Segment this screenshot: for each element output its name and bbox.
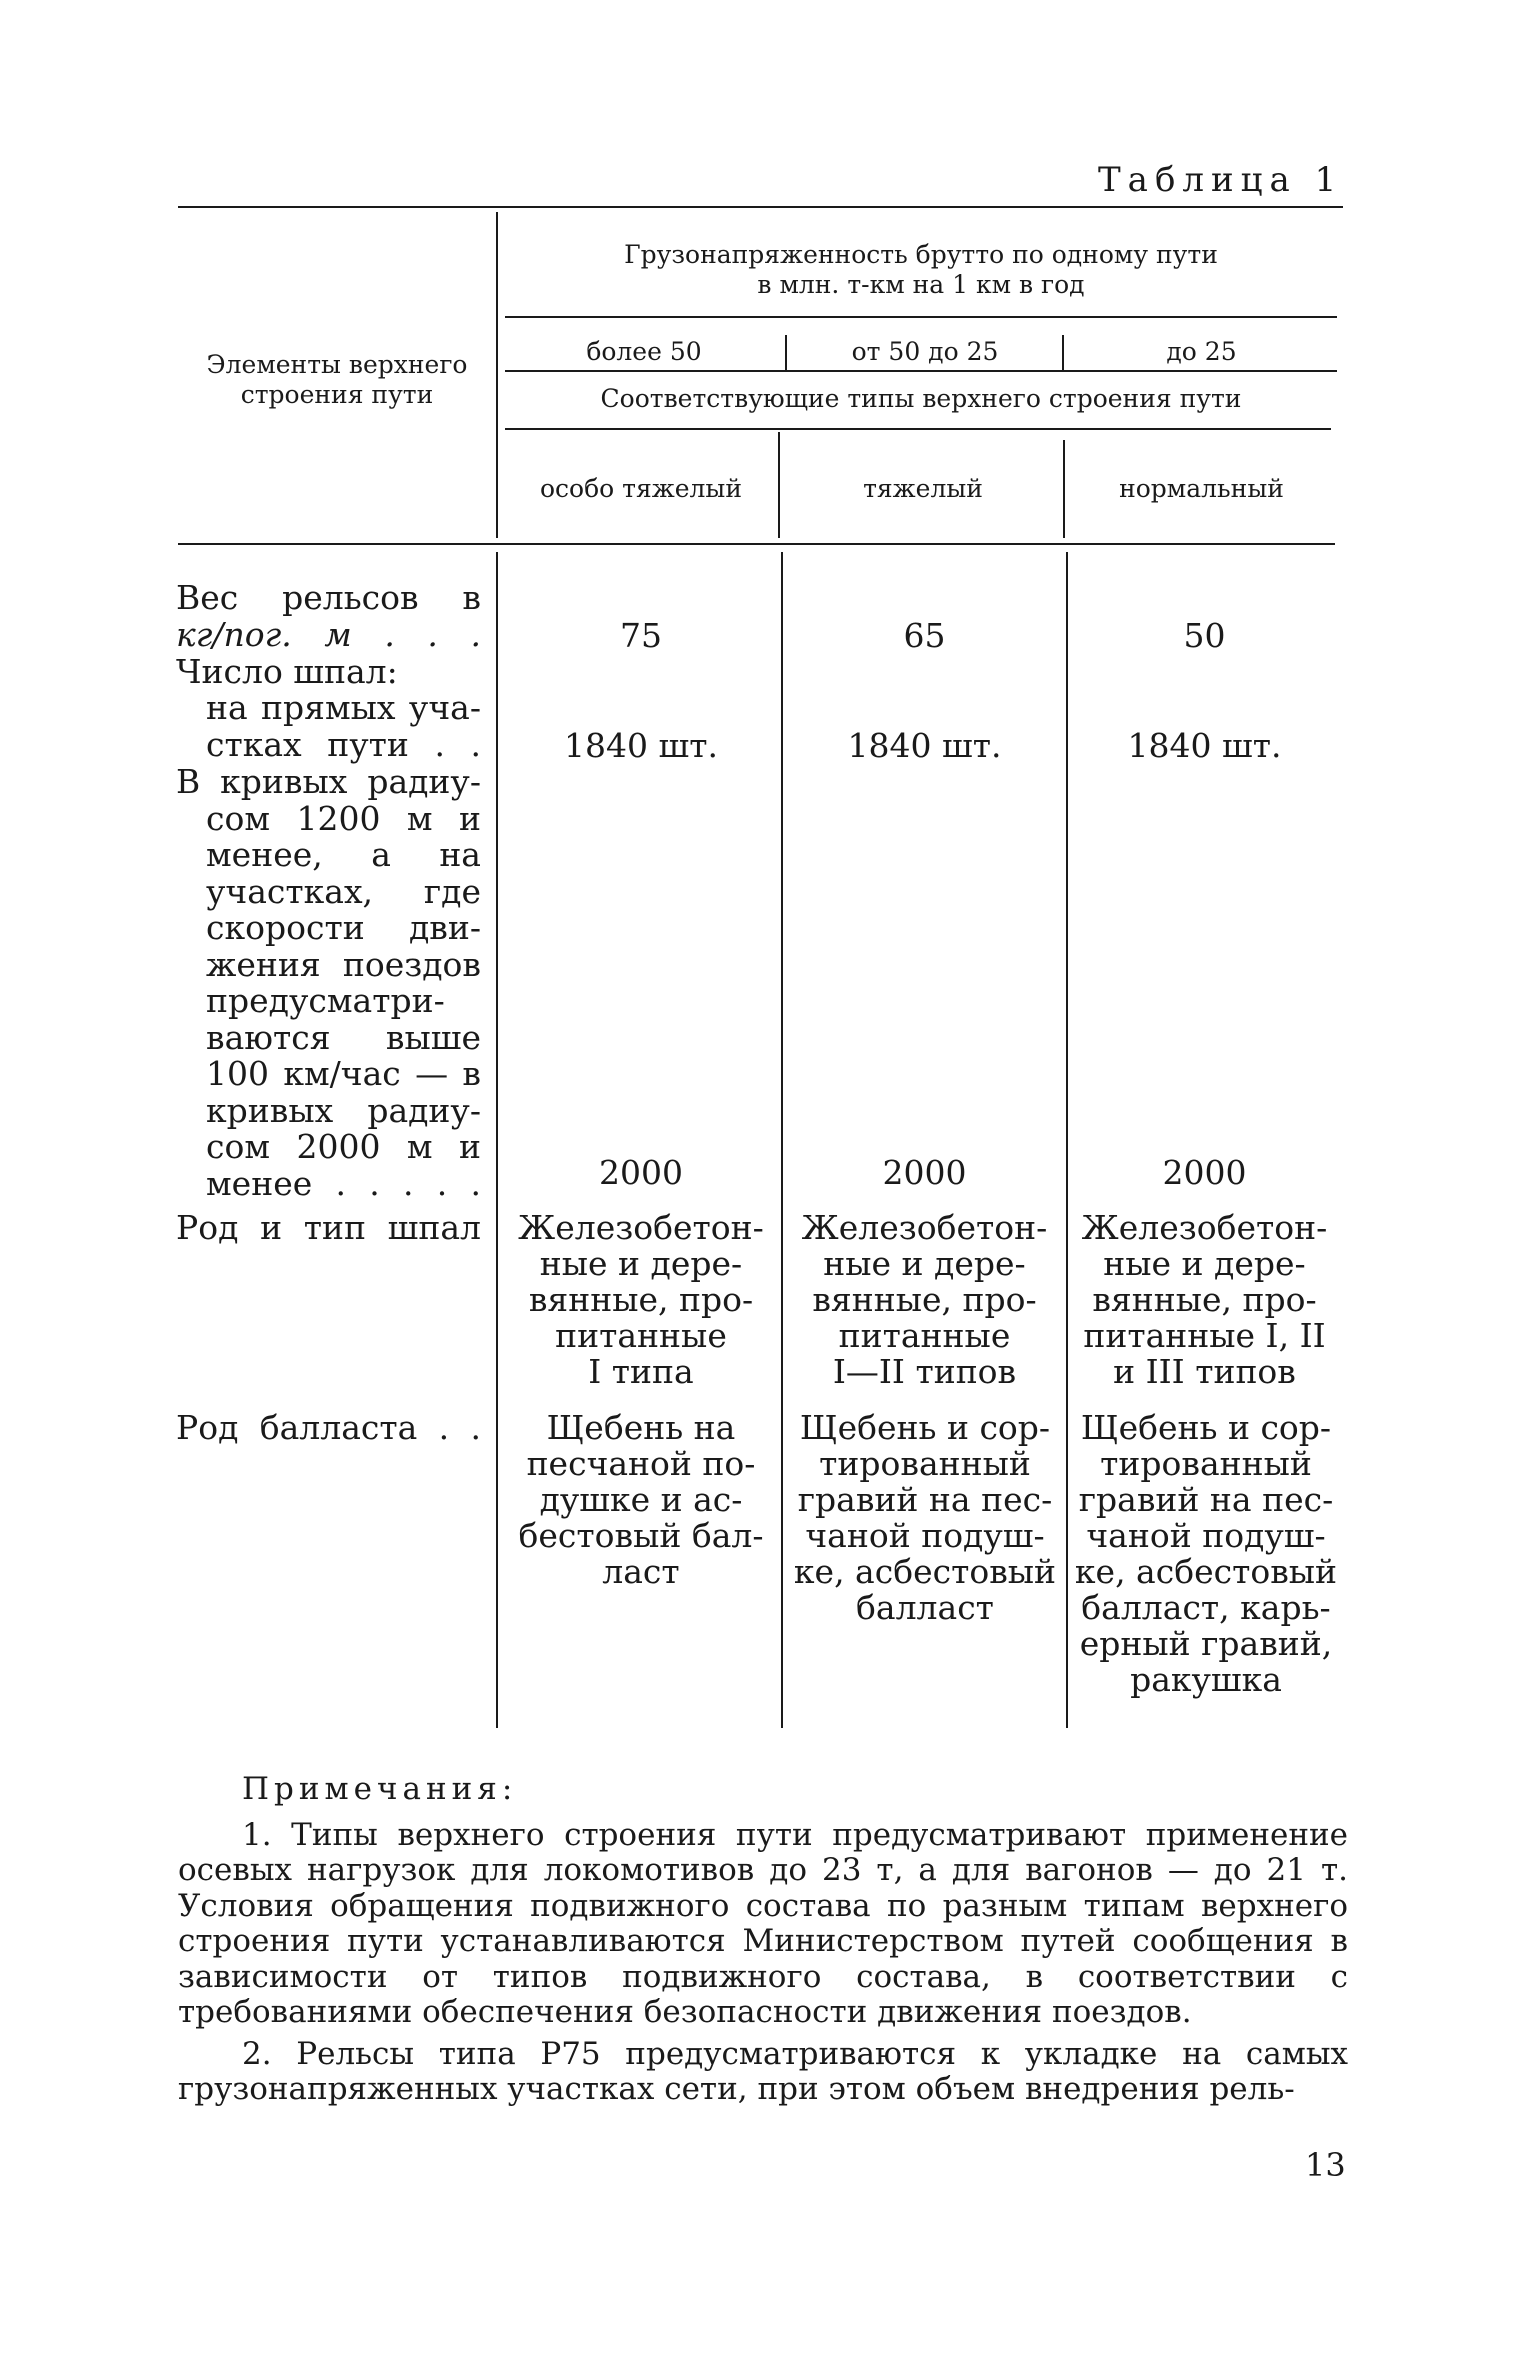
type-2: тяжелый: [863, 474, 983, 503]
ballast-line: Щебень и сор-: [1080, 1408, 1332, 1447]
sleeper-type-line: I—II типов: [832, 1352, 1017, 1391]
ranges-rule: [505, 370, 1337, 372]
load-group-title-line1: Грузонапряженность брутто по одному пути: [624, 240, 1218, 269]
types-title: Соответствующие типы верхнего строения пути: [600, 384, 1242, 413]
notes-section: [178, 1772, 1348, 2108]
curve-label-line: сом 1200 м и: [206, 798, 481, 838]
sleeper-type-label: Род и тип шпал: [176, 1208, 481, 1247]
ballast-line: чаной подуш-: [1086, 1516, 1326, 1555]
sleeper-type-line: ные и дере-: [1103, 1244, 1306, 1283]
ballast-line: чаной подуш-: [805, 1516, 1045, 1555]
group-title-rule: [505, 316, 1337, 318]
curve-sleepers-value-1: 2000: [599, 1153, 683, 1192]
ballast-line: Щебень на: [546, 1408, 736, 1447]
curve-label-line: менее, а на: [206, 835, 481, 874]
sleeper-type-value-3: [1072, 1210, 1337, 1390]
ballast-line: гравий на пес-: [797, 1480, 1053, 1519]
page-number: 13: [1305, 2146, 1346, 2184]
notes-title: Примечания:: [242, 1771, 518, 1807]
sleeper-type-line: Железобетон-: [801, 1208, 1048, 1247]
range-divider-2: [1062, 335, 1064, 371]
rail-weight-label: [176, 580, 481, 653]
straight-sleepers-value-2: 1840 шт.: [847, 726, 1002, 765]
curve-label-line: В кривых радиу-: [176, 762, 481, 801]
ballast-line: ке, асбестовый: [1074, 1552, 1338, 1591]
header-column-divider: [496, 212, 498, 538]
elements-header: [192, 350, 482, 410]
curve-label-line: скорости дви-: [206, 908, 481, 947]
sleepers-count-title: Число шпал:: [176, 652, 398, 691]
sleeper-type-line: и III типов: [1113, 1352, 1296, 1391]
sleepers-count-label: [176, 654, 481, 691]
ballast-line: балласт, карь-: [1081, 1588, 1331, 1627]
ballast-line: ерный гравий,: [1079, 1624, 1333, 1663]
body-divider-1: [781, 552, 783, 1728]
sleeper-type-line: питанные I, II: [1083, 1316, 1326, 1355]
type-1: особо тяжелый: [540, 474, 742, 503]
straight-sleepers-value-3: 1840 шт.: [1127, 726, 1282, 765]
ballast-value-3: [1070, 1410, 1342, 1698]
curve-label-line: кривых радиу-: [206, 1090, 481, 1130]
curve-label-line: участках, где: [206, 871, 481, 911]
sleeper-type-line: вянные, про-: [528, 1280, 754, 1319]
rail-weight-label-line2: кг/пог. м . . .: [176, 614, 481, 654]
elements-header-text: Элементы верхнего строения пути: [206, 350, 468, 409]
load-group-title-line2: в млн. т-км на 1 км в год: [757, 270, 1085, 299]
rail-weight-value-1: 75: [620, 616, 662, 655]
curve-label-line: сом 2000 м и: [206, 1127, 481, 1166]
ballast-line: балласт: [856, 1588, 994, 1627]
types-title-rule: [505, 428, 1331, 430]
ballast-line: Щебень и сор-: [799, 1408, 1051, 1447]
note-1: 1. Типы верхнего строения пути предусматривают применение осевых нагрузок для локомотивов до 23 т, а для вагонов — до 21 т. Условия обращения подвижного состава по разным типам верхнего строения пути устанавливаются Министерством путей сообщения в зависимости от типов подвижного состава, в соответствии с требованиями обеспечения безопасности движения поездов.: [178, 1816, 1348, 2030]
sleeper-type-line: Железобетон-: [518, 1208, 764, 1247]
header-bottom-rule: [178, 543, 1335, 545]
curve-label-line: 100 км/час — в: [206, 1054, 481, 1093]
curve-label-line: ваются выше: [206, 1017, 481, 1057]
load-group-title: [505, 240, 1337, 300]
straight-sleepers-label: [206, 690, 481, 763]
sleeper-type-line: питанные: [838, 1316, 1011, 1355]
curve-label-line: менее . . . . .: [206, 1163, 481, 1203]
sleeper-type-line: питанные: [555, 1316, 727, 1355]
range-divider-1: [785, 335, 787, 371]
rail-weight-label-line1: Вес рельсов в: [176, 578, 481, 617]
sleeper-type-line: Железобетон-: [1081, 1208, 1328, 1247]
curve-sleepers-value-3: 2000: [1162, 1153, 1247, 1192]
ballast-line: ракушка: [1130, 1660, 1282, 1699]
body-divider-0: [496, 552, 498, 1728]
sleeper-type-line: ные и дере-: [823, 1244, 1026, 1283]
straight-sleepers-value-1: 1840 шт.: [564, 726, 718, 765]
straight-label-line1: на прямых уча-: [206, 688, 481, 727]
curve-sleepers-value-2: 2000: [882, 1153, 967, 1192]
ballast-line: ке, асбестовый: [793, 1552, 1057, 1591]
load-range-2: от 50 до 25: [851, 337, 999, 366]
straight-label-line2: стках пути . .: [206, 724, 481, 764]
table-caption: Таблица 1: [1098, 160, 1344, 200]
ballast-value-1: [505, 1410, 777, 1590]
ballast-line: душке и ас-: [539, 1480, 743, 1519]
ballast-line: песчаной по-: [526, 1444, 756, 1483]
ballast-line: гравий на пес-: [1078, 1480, 1334, 1519]
ballast-line: тированный: [1100, 1444, 1312, 1483]
curve-sleepers-label: [176, 764, 481, 1202]
sleeper-type-line: вянные, про-: [812, 1280, 1037, 1319]
sleeper-type-value-1: [505, 1210, 777, 1390]
ballast-value-2: [785, 1410, 1065, 1626]
type-divider-1: [778, 432, 780, 538]
ballast-label: Род балласта . .: [176, 1408, 481, 1447]
sleeper-type-line: ные и дере-: [539, 1244, 743, 1283]
sleeper-type-value-2: [787, 1210, 1062, 1390]
rail-weight-value-2: 65: [903, 616, 946, 655]
note-2: 2. Рельсы типа Р75 предусматриваются к укладке на самых грузонапряженных участках сети, при этом объем внедрения рель-: [178, 2035, 1348, 2107]
load-range-1: более 50: [586, 337, 702, 366]
sleeper-type-line: I типа: [588, 1352, 694, 1391]
table-top-rule: [178, 206, 1343, 208]
curve-label-line: жения поездов: [206, 944, 481, 984]
load-range-3: до 25: [1166, 337, 1237, 366]
ballast-line: тированный: [819, 1444, 1031, 1483]
type-3: нормальный: [1119, 474, 1284, 503]
sleeper-type-line: вянные, про-: [1092, 1280, 1317, 1319]
body-divider-2: [1066, 552, 1068, 1728]
curve-label-line: предусматри-: [206, 981, 445, 1020]
rail-weight-value-3: 50: [1183, 616, 1226, 655]
ballast-line: ласт: [602, 1552, 680, 1591]
ballast-line: бестовый бал-: [518, 1516, 764, 1555]
